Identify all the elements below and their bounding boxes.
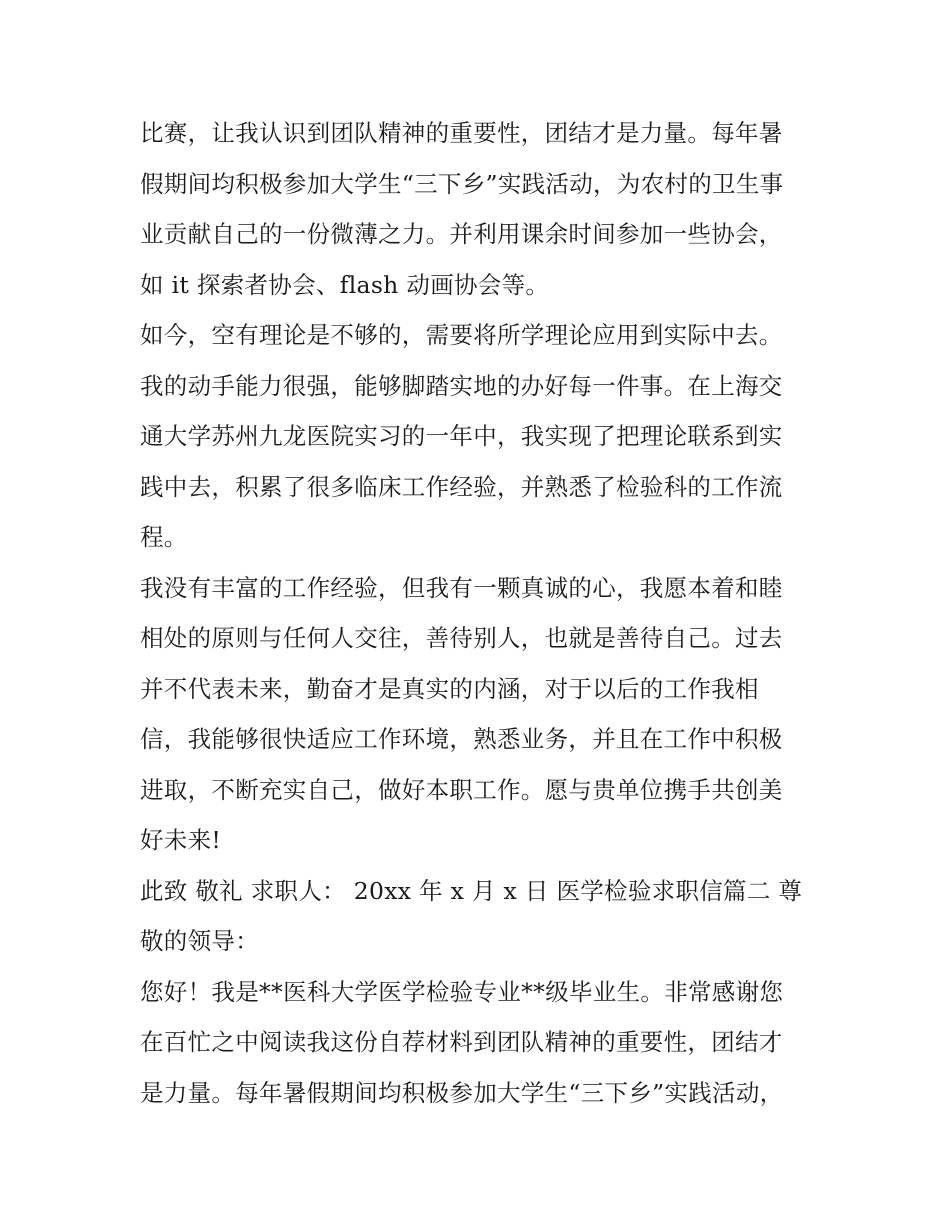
- text-line: 通大学苏州九龙医院实习的一年中，我实现了把理论联系到实: [140, 422, 783, 450]
- text-line: 信，我能够很快适应工作环境，熟悉业务，并且在工作中积极: [140, 725, 783, 753]
- text-line: 敬的领导：: [140, 927, 259, 955]
- text-line: 业贡献自己的一份微薄之力。并利用课余时间参加一些协会，: [140, 220, 783, 248]
- text-line: 我没有丰富的工作经验，但我有一颗真诚的心，我愿本着和睦: [140, 573, 783, 602]
- text-line: 进取，不断充实自己，做好本职工作。愿与贵单位携手共创美: [140, 775, 783, 804]
- text-line: 在百忙之中阅读我这份自荐材料到团队精神的重要性，团结才: [140, 1028, 783, 1056]
- text-line: 好未来!: [140, 826, 222, 854]
- text-line: 是力量。每年暑假期间均积极参加大学生“三下乡”实践活动，: [140, 1078, 784, 1107]
- text-line: 如 it 探索者协会、flash 动画协会等。: [140, 270, 550, 299]
- text-line: 程。: [140, 523, 188, 551]
- text-line: 践中去，积累了很多临床工作经验，并熟悉了检验科的工作流: [140, 472, 783, 501]
- text-line: 相处的原则与任何人交往，善待别人，也就是善待自己。过去: [140, 624, 783, 652]
- body-text: [140, 108, 815, 1118]
- text-line: 此致 敬礼 求职人： 20xx 年 x 月 x 日 医学检验求职信篇二 尊: [140, 876, 803, 905]
- text-line: 您好！我是**医科大学医学检验专业**级毕业生。非常感谢您: [140, 977, 784, 1006]
- text-line: 比赛，让我认识到团队精神的重要性，团结才是力量。每年暑: [140, 119, 783, 147]
- text-line: 如今，空有理论是不够的，需要将所学理论应用到实际中去。: [140, 321, 783, 349]
- text-line: 假期间均积极参加大学生“三下乡”实践活动，为农村的卫生事: [140, 169, 784, 198]
- text-line: 我的动手能力很强，能够脚踏实地的办好每一件事。在上海交: [140, 371, 783, 400]
- text-line: 并不代表未来，勤奋才是真实的内涵，对于以后的工作我相: [140, 674, 759, 703]
